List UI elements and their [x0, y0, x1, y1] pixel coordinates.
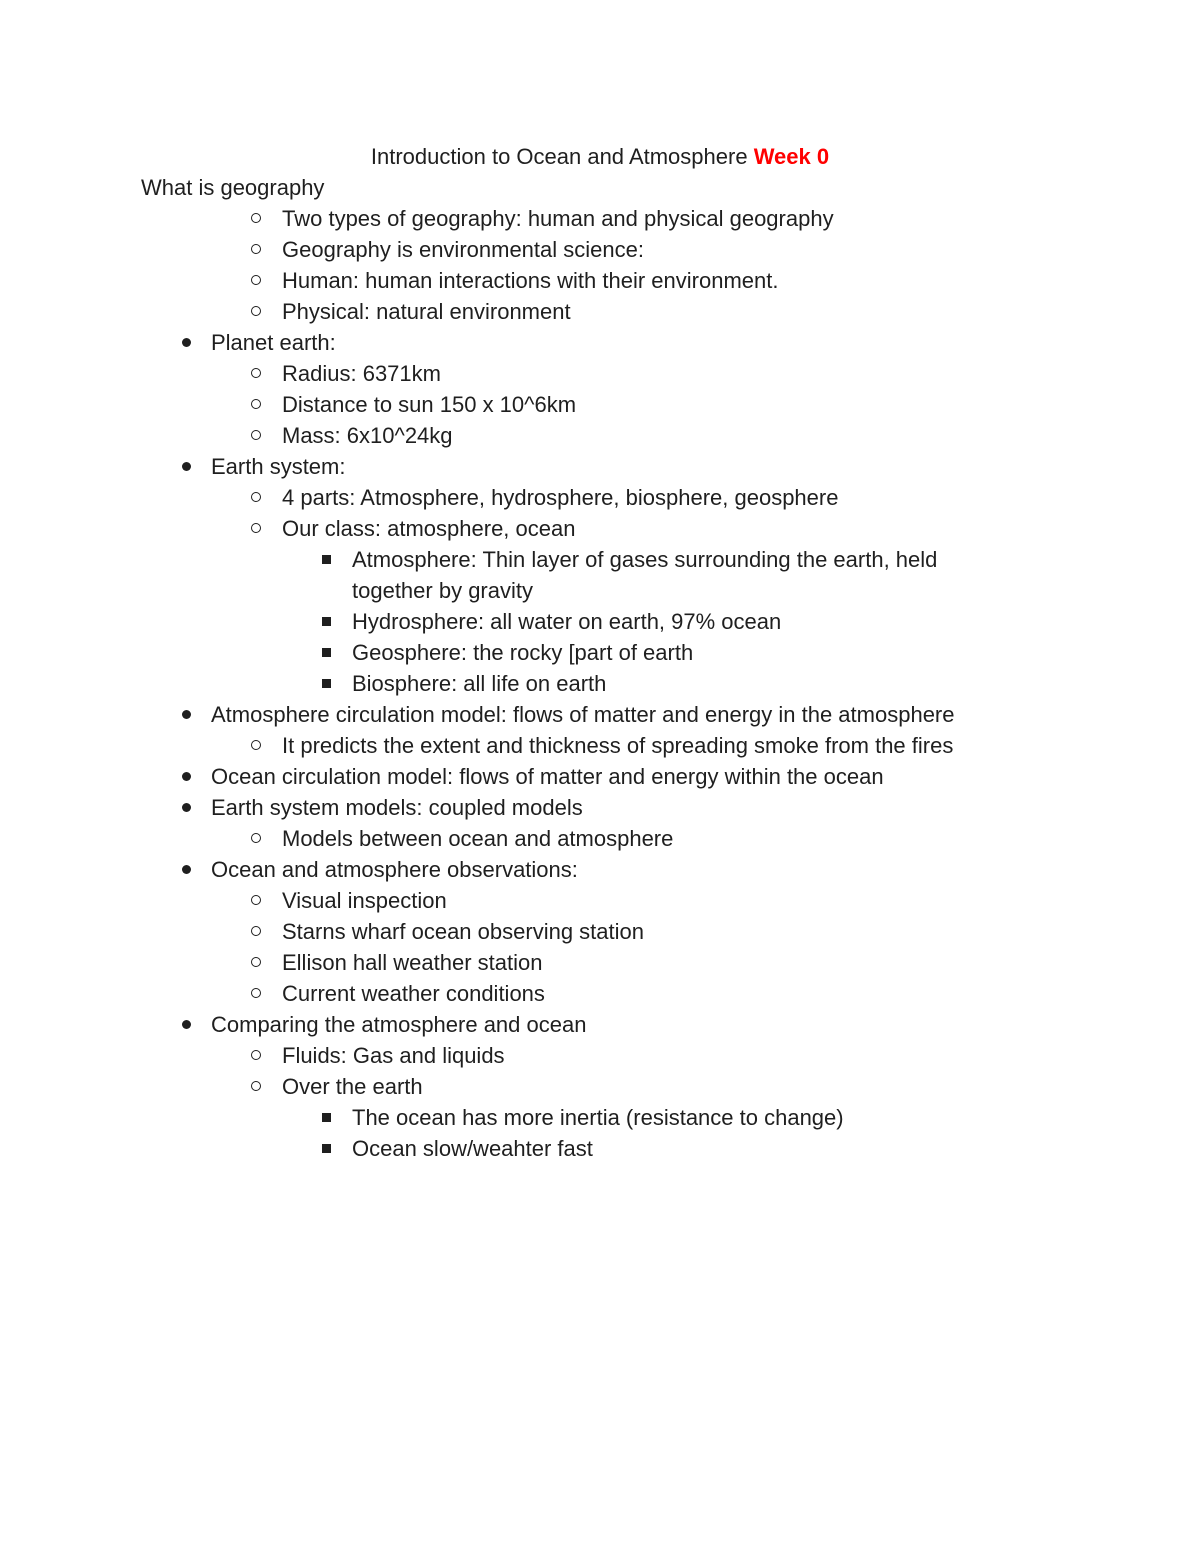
list-item-text: Mass: 6x10^24kg: [282, 423, 453, 448]
list-item-text: Over the earth: [282, 1074, 423, 1099]
list-item-text: Comparing the atmosphere and ocean: [211, 1012, 587, 1037]
list-item-text: Fluids: Gas and liquids: [282, 1043, 505, 1068]
list-item-text: Geosphere: the rocky [part of earth: [352, 640, 694, 665]
list-item-text: Geography is environmental science:: [282, 237, 644, 262]
circle-bullet-icon: [241, 947, 271, 978]
list-item: [0, 265, 1200, 296]
list-item: [0, 885, 1200, 916]
circle-bullet-icon: [241, 265, 271, 296]
list-item-text: Ellison hall weather station: [282, 950, 543, 975]
title-text: Introduction to Ocean and Atmosphere: [370, 144, 748, 169]
square-bullet-icon: [311, 1133, 341, 1164]
square-bullet-icon: [311, 668, 341, 699]
disc-bullet-icon: [171, 761, 201, 792]
circle-bullet-icon: [241, 389, 271, 420]
list-item: [0, 823, 1200, 854]
disc-bullet-icon: [171, 327, 201, 358]
list-item: [0, 389, 1200, 420]
page-title: [0, 141, 1200, 172]
list-item-text: Atmosphere: Thin layer of gases surrounding the earth, held together by gravity: [352, 547, 938, 603]
list-item: [0, 854, 1200, 885]
circle-bullet-icon: [241, 358, 271, 389]
list-item: [0, 482, 1200, 513]
list-item: [0, 420, 1200, 451]
list-item: [0, 358, 1200, 389]
list-item-text: Physical: natural environment: [282, 299, 571, 324]
list-item: [0, 544, 1200, 606]
list-item-text: Radius: 6371km: [282, 361, 441, 386]
list-item-text: Visual inspection: [282, 888, 447, 913]
circle-bullet-icon: [241, 885, 271, 916]
circle-bullet-icon: [241, 234, 271, 265]
list-item-text: Starns wharf ocean observing station: [282, 919, 644, 944]
outline-list: [0, 203, 1200, 1164]
circle-bullet-icon: [241, 1040, 271, 1071]
list-item-text: Hydrosphere: all water on earth, 97% ocean: [352, 609, 782, 634]
disc-bullet-icon: [171, 792, 201, 823]
disc-bullet-icon: [171, 1009, 201, 1040]
list-item-text: It predicts the extent and thickness of spreading smoke from the fires: [282, 733, 954, 758]
list-item: [0, 1102, 1200, 1133]
square-bullet-icon: [311, 606, 341, 637]
list-item-text: Biosphere: all life on earth: [352, 671, 607, 696]
list-item: [0, 296, 1200, 327]
title-week-label: Week 0: [753, 144, 830, 169]
square-bullet-icon: [311, 1102, 341, 1133]
square-bullet-icon: [311, 637, 341, 668]
list-item: [0, 761, 1200, 792]
list-item: [0, 1040, 1200, 1071]
list-item-text: Earth system:: [211, 454, 346, 479]
circle-bullet-icon: [241, 823, 271, 854]
circle-bullet-icon: [241, 730, 271, 761]
list-item: [0, 637, 1200, 668]
list-item: [0, 513, 1200, 544]
list-item-text: Human: human interactions with their environment.: [282, 268, 779, 293]
section-heading: What is geography: [141, 175, 325, 200]
disc-bullet-icon: [171, 699, 201, 730]
list-item-text: 4 parts: Atmosphere, hydrosphere, biosphere, geosphere: [282, 485, 839, 510]
list-item: [0, 699, 1200, 730]
list-item-text: Atmosphere circulation model: flows of matter and energy in the atmosphere: [211, 702, 955, 727]
list-item: [0, 1009, 1200, 1040]
list-item: [0, 792, 1200, 823]
list-item: [0, 451, 1200, 482]
list-item-text: Earth system models: coupled models: [211, 795, 583, 820]
list-item-text: The ocean has more inertia (resistance to change): [352, 1105, 844, 1130]
circle-bullet-icon: [241, 916, 271, 947]
list-item-text: Two types of geography: human and physical geography: [282, 206, 834, 231]
list-item: [0, 730, 1200, 761]
list-item-text: Ocean and atmosphere observations:: [211, 857, 578, 882]
circle-bullet-icon: [241, 203, 271, 234]
list-item-text: Distance to sun 150 x 10^6km: [282, 392, 577, 417]
list-item-text: Planet earth:: [211, 330, 336, 355]
list-item: [0, 606, 1200, 637]
list-item: [0, 978, 1200, 1009]
square-bullet-icon: [311, 544, 341, 575]
list-item: [0, 1133, 1200, 1164]
list-item-text: Models between ocean and atmosphere: [282, 826, 674, 851]
disc-bullet-icon: [171, 451, 201, 482]
circle-bullet-icon: [241, 978, 271, 1009]
list-item: [0, 947, 1200, 978]
circle-bullet-icon: [241, 1071, 271, 1102]
list-item-text: Current weather conditions: [282, 981, 545, 1006]
circle-bullet-icon: [241, 513, 271, 544]
list-item: [0, 916, 1200, 947]
circle-bullet-icon: [241, 482, 271, 513]
disc-bullet-icon: [171, 854, 201, 885]
list-item: [0, 1071, 1200, 1102]
list-item: [0, 668, 1200, 699]
list-item-text: Ocean circulation model: flows of matter and energy within the ocean: [211, 764, 884, 789]
list-item-text: Our class: atmosphere, ocean: [282, 516, 576, 541]
list-item-text: Ocean slow/weahter fast: [352, 1136, 593, 1161]
circle-bullet-icon: [241, 420, 271, 451]
list-item: [0, 327, 1200, 358]
circle-bullet-icon: [241, 296, 271, 327]
list-item: [0, 203, 1200, 234]
list-item: [0, 234, 1200, 265]
